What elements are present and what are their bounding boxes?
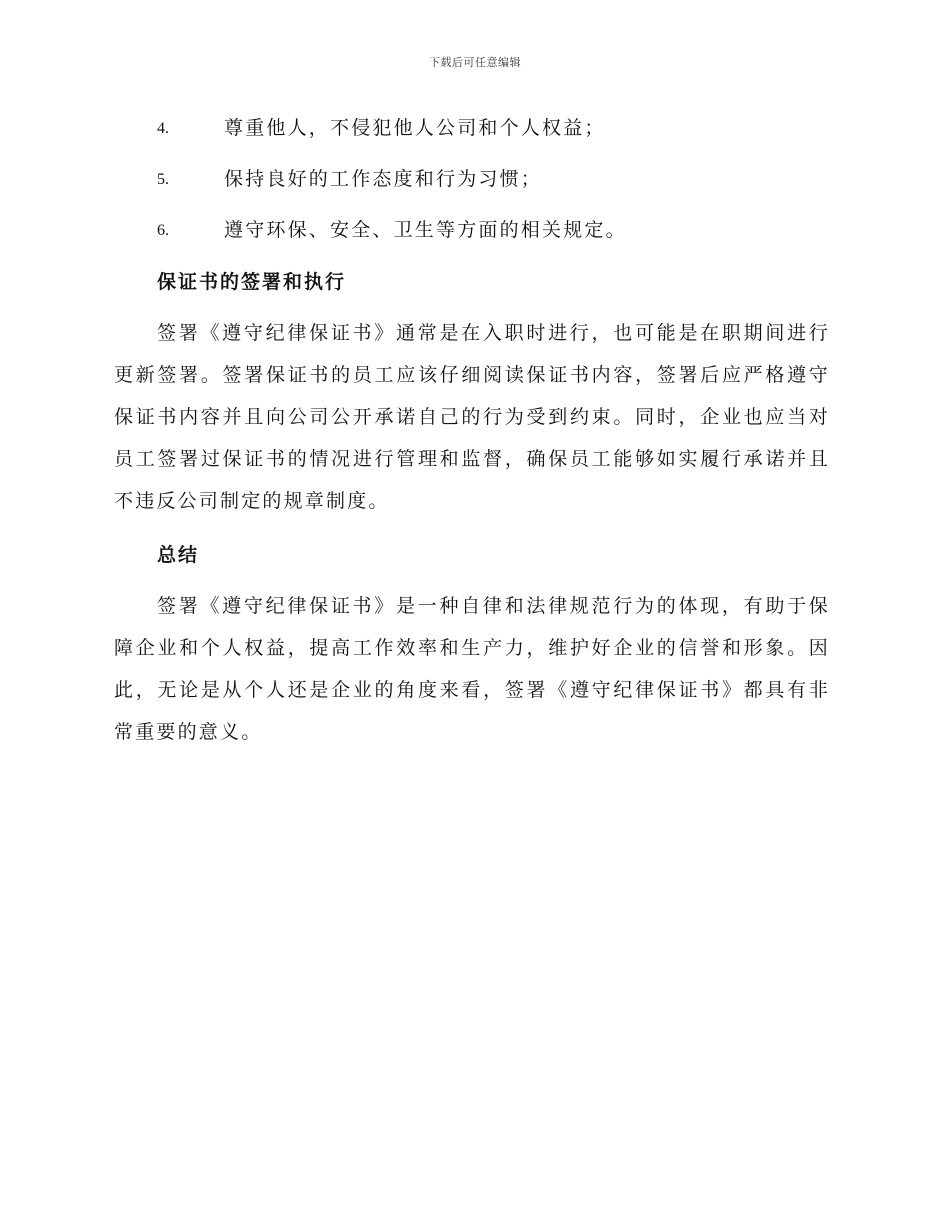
section-heading-summary: 总结 bbox=[157, 544, 200, 566]
list-item-number: 6. bbox=[157, 222, 169, 239]
section-heading-signing: 保证书的签署和执行 bbox=[157, 271, 347, 293]
list-item-text: 尊重他人，不侵犯他人公司和个人权益； bbox=[224, 117, 606, 139]
list-item-number: 5. bbox=[157, 171, 169, 188]
section-paragraph-summary: 签署《遵守纪律保证书》是一种自律和法律规范行为的体现，有助于保障企业和个人权益，提高工作效率和生产力，维护好企业的信誉和形象。因此，无论是从个人还是企业的角度来看，签署《遵守纪律保证书》都具有非常重要的意义。 bbox=[114, 595, 830, 743]
section-paragraph-signing: 签署《遵守纪律保证书》通常是在入职时进行，也可能是在职期间进行更新签署。签署保证书的员工应该仔细阅读保证书内容，签署后应严格遵守保证书内容并且向公司公开承诺自己的行为受到约束。同时，企业也应当对员工签署过保证书的情况进行管理和监督，确保员工能够如实履行承诺并且不违反公司制定的规章制度。 bbox=[114, 322, 830, 512]
list-item-text: 保持良好的工作态度和行为习惯； bbox=[224, 168, 543, 190]
list-item-text: 遵守环保、安全、卫生等方面的相关规定。 bbox=[224, 219, 627, 241]
page-header: 下载后可任意编辑 bbox=[429, 56, 521, 69]
list-item-number: 4. bbox=[157, 120, 169, 137]
